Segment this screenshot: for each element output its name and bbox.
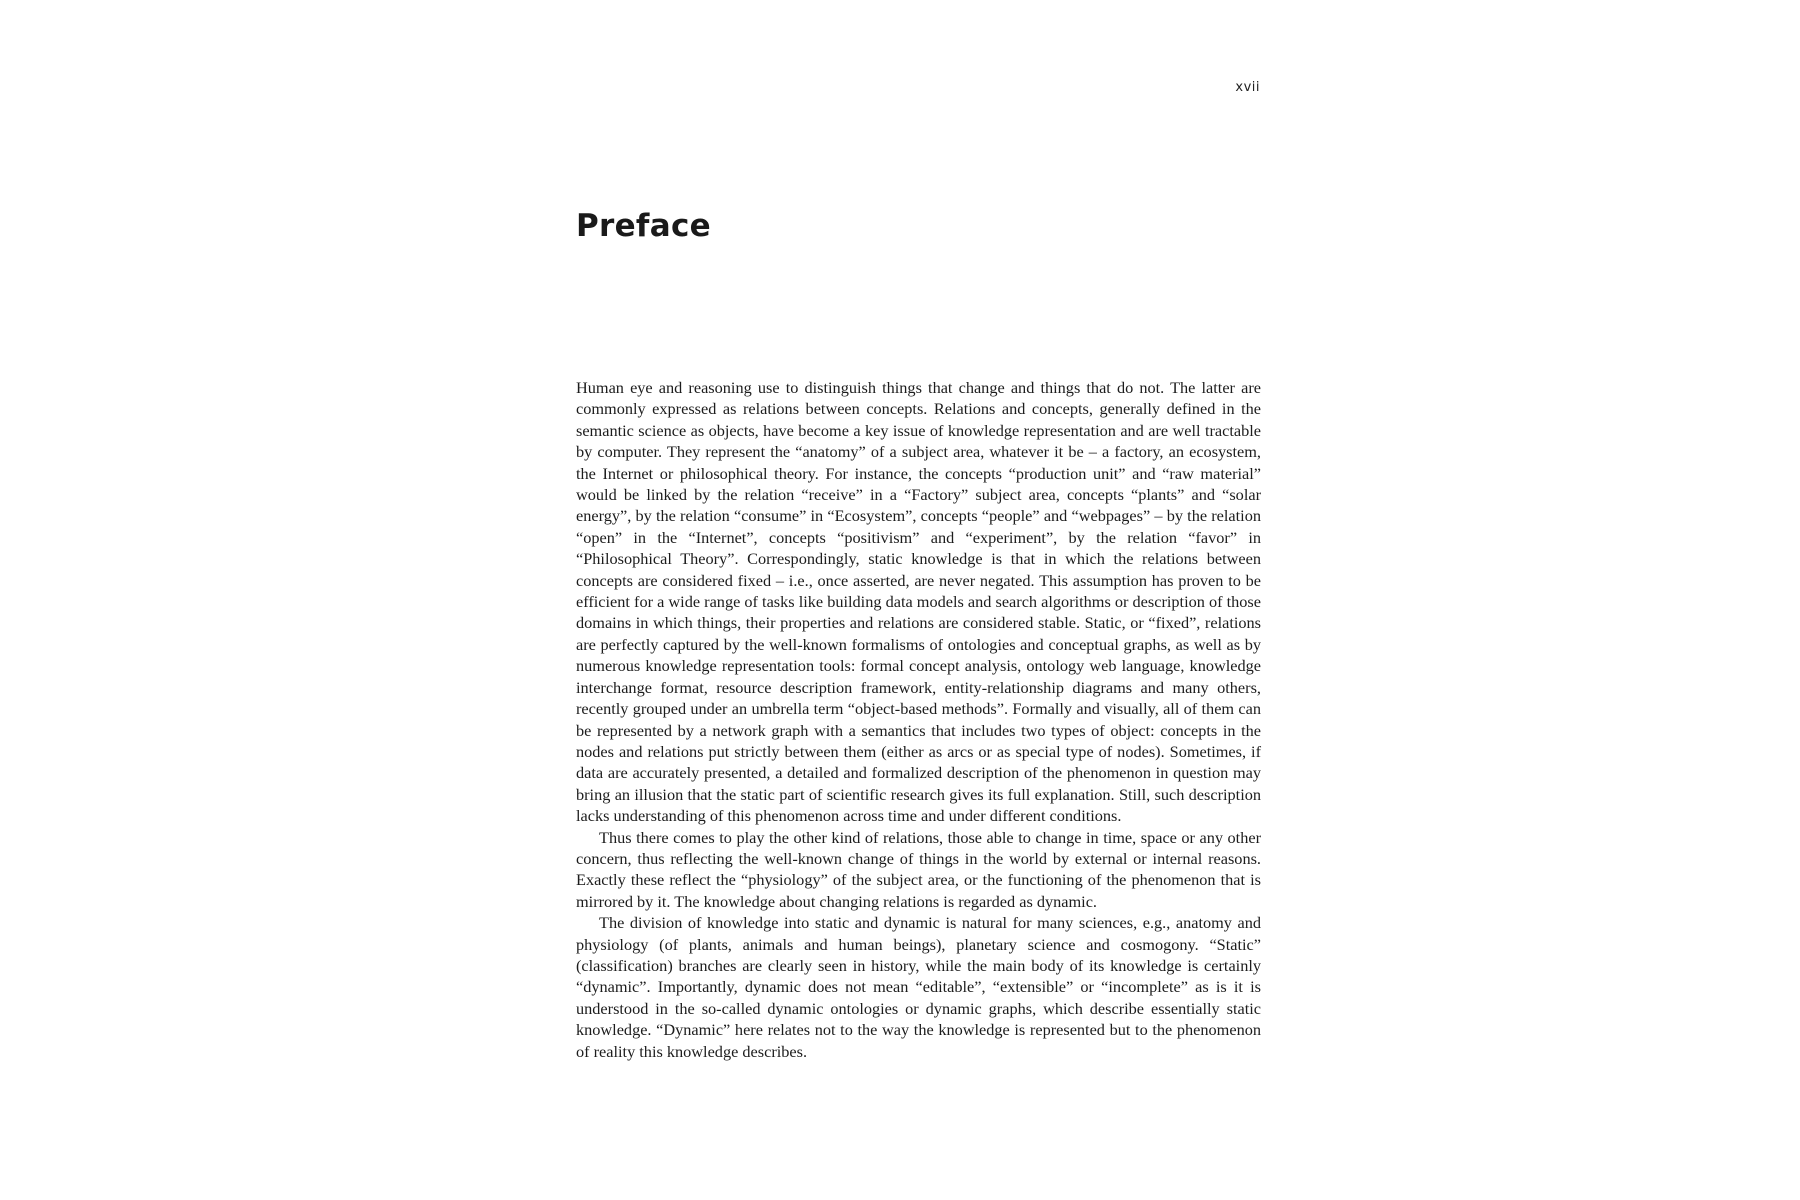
chapter-title: Preface [576, 208, 711, 244]
page-number: xvii [1235, 80, 1260, 95]
paragraph: Thus there comes to play the other kind of relations, those able to change in time, space or any other concern, thus reflecting the well-known change of things in the world by external or internal reasons. Exactly these reflect the “physiology” of the subject area, or the functioning of the phenomenon that is mirrored by it. The knowledge about changing relations is regarded as dynamic. [576, 827, 1261, 911]
body-text [576, 377, 1261, 1062]
paragraph: Human eye and reasoning use to distinguish things that change and things that do not. The latter are commonly expressed as relations between concepts. Relations and concepts, generally defined in the semantic science as objects, have become a key issue of knowledge representation and are well tractable by computer. They represent the “anatomy” of a subject area, whatever it be – a factory, an ecosystem, the Internet or philosophical theory. For instance, the concepts “production unit” and “raw material” would be linked by the relation “receive” in a “Factory” subject area, concepts “plants” and “solar energy”, by the relation “consume” in “Ecosystem”, concepts “people” and “webpages” – by the relation “open” in the “Internet”, concepts “positivism” and “experiment”, by the relation “favor” in “Philosophical Theory”. Correspondingly, static knowledge is that in which the relations between concepts are considered fixed – i.e., once asserted, are never negated. This assumption has proven to be efficient for a wide range of tasks like building data models and search algorithms or description of those domains in which things, their properties and relations are considered stable. Static, or “fixed”, relations are perfectly captured by the well-known formalisms of ontologies and conceptual graphs, as well as by numerous knowledge representation tools: formal concept analysis, ontology web language, knowledge interchange format, resource description framework, entity-relationship diagrams and many others, recently grouped under an umbrella term “object-based methods”. Formally and visually, all of them can be represented by a network graph with a semantics that includes two types of object: concepts in the nodes and relations put strictly between them (either as arcs or as special type of nodes). Sometimes, if data are accurately presented, a detailed and formalized description of the phenomenon in question may bring an illusion that the static part of scientific research gives its full explanation. Still, such description lacks understanding of this phenomenon across time and under different conditions. [576, 378, 1261, 826]
paragraph: The division of knowledge into static and dynamic is natural for many sciences, e.g., anatomy and physiology (of plants, animals and human beings), planetary science and cosmogony. “Static” (classification) branches are clearly seen in history, while the main body of its knowledge is certainly “dynamic”. Importantly, dynamic does not mean “editable”, “extensible” or “incomplete” as is it is understood in the so-called dynamic ontologies or dynamic graphs, which describe essentially static knowledge. “Dynamic” here relates not to the way the knowledge is represented but to the phenomenon of reality this knowledge describes. [576, 913, 1261, 1061]
